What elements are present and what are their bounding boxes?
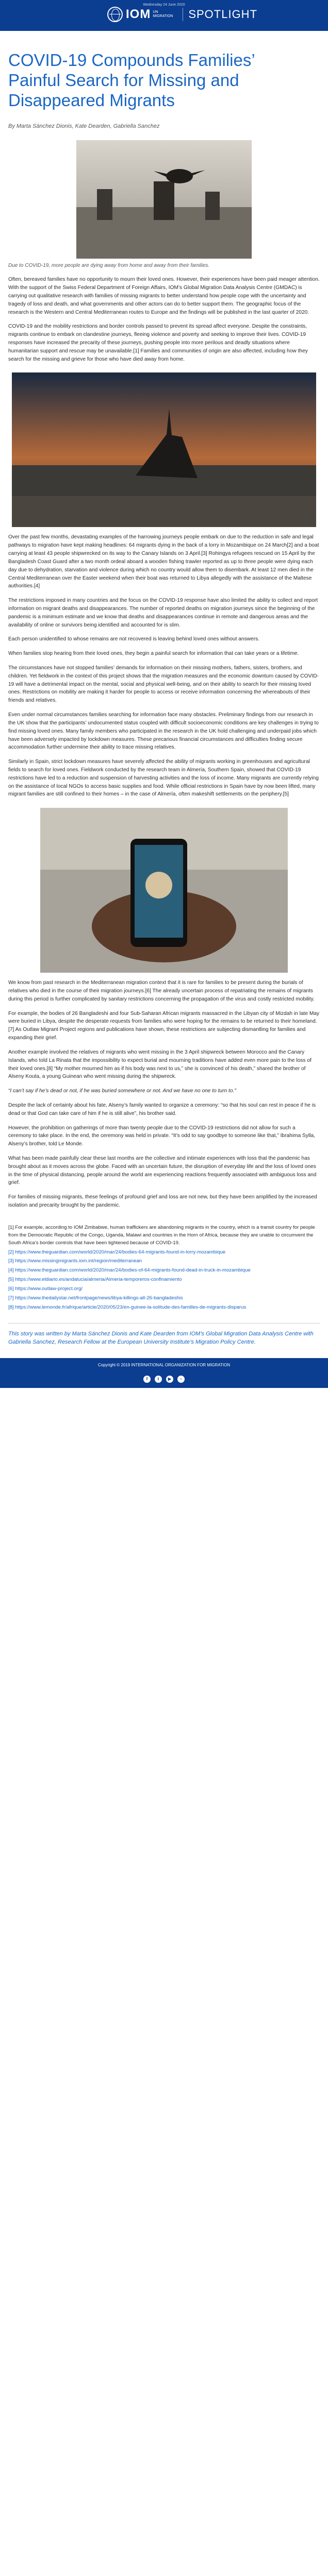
reference-6[interactable]: [6] https://www.outlaw-project.org/	[8, 1285, 83, 1292]
paragraph-5: Each person unidentified to whose remains are not recovered is leaving behind loved ones without answers.	[8, 636, 260, 642]
copyright: Copyright © 2019 INTERNATIONAL ORGANIZATION FOR MIGRATION	[97, 1362, 231, 1367]
header-bar	[0, 0, 328, 31]
paragraph-10: We know from past research in the Mediterranean migration context that it is rare for families to be present during the burials of relatives who died in the course of their migration journeys.[6] The already uncertain process of repatriating the remains of migrants during this period is further complicated by sanitary restrictions concerning the propagation of the virus and costly restricted mobility.	[8, 980, 315, 1002]
twitter-icon[interactable]: t	[155, 1376, 162, 1383]
paragraph-15: What has been made painfully clear these last months are the collective and intimate experiences with loss that the pandemic has brought about as it moves across the globe. Faced with an uncertain future, the disruption of everyday life and the loss of loved ones in the time of physical distancing, people around the world are experiencing reactions frequently associated with ambiguous loss and grief.	[8, 1156, 317, 1186]
references	[8, 1224, 320, 1312]
paragraph-12: Another example involved the relatives of migrants who went missing in the 3 April shipwreck between Morocco and the Canary Islands, who told La Rinata that the impossibility to expect burial and mourning traditions have added even more pain to the loss of their loved ones.[8] “My mother mourned him as if his body was next to us,” she is convinced of his death,” shared the brother of Alseny Kouta, a young Guinean who went missing during the shipwreck.	[8, 1049, 311, 1080]
logo-subtitle: UN MIGRATION	[153, 10, 173, 18]
article	[0, 50, 328, 1347]
paragraph-1: Often, bereaved families have no opportunity to mourn their loved ones. However, their experiences have been paid meager attention. With the support of the Swiss Federal Department of Foreign Affairs, IOM’s Global Migration Data Analysis Centre (GMDAC) is carrying out qualitative research with families of missing migrants to better understand how people cope with the uncertainty and tragedy of loss and death, and what governments and other actors can do to better support them. The geographic focus of the research is the Western and Central Mediterranean routes to Europe and the findings will be published in the last quarter of 2020.	[8, 277, 320, 315]
pull-quote: “I can’t say if he’s dead or not, if he was buried somewhere or not. And we have no one to turn to.”	[8, 1088, 236, 1094]
photo-shipwreck	[12, 372, 316, 527]
paragraph-2: COVID-19 and the mobility restrictions and border controls passed to prevent its spread affect everyone. Despite the constraints, migrants continue to embark on clandestine journeys, fleeing violence and poverty and seeking to improve their lives. COVID-19 responses have increased the precarity of these journeys, pushing people into more perilous and deadly situations where humanitarian support and rescue may be unavailable.[1] Families and communities of origin are also affected, including how they search for the missing and grieve for those who have died away from home.	[8, 324, 308, 362]
iom-spotlight-logo[interactable]	[107, 7, 257, 22]
photo-phone-hands	[40, 808, 288, 973]
paragraph-7: The circumstances have not stopped families’ demands for information on their missing mothers, fathers, sisters, brothers, and children. Yet fieldwork in the context of this project shows that the migration measures and the economic downturn caused by COVID-19 will have a detrimental impact on the mental, social and physical well-being, and on their ability to search for their missing loved ones. Restrictions on mobility are making it harder for people to access or receive information concerning the whereabouts of their friends and relatives.	[8, 665, 319, 704]
reference-3[interactable]: [3] https://www.missingmigrants.iom.int/region/mediterranean	[8, 1258, 142, 1264]
issue-date: Wednesday 24 June 2020	[143, 3, 185, 7]
logo-iom: IOM	[126, 7, 151, 21]
paragraph-6: When families stop hearing from their loved ones, they begin a painful search for information that can take years or a lifetime.	[8, 651, 299, 657]
paragraph-9: Similarly in Spain, strict lockdown measures have severely affected the ability of migrants working in greenhouses and agricultural fields to search for loved ones. Fieldwork conducted by the research team in Almería, Southern Spain, showed that COVID-19 restrictions have led to a reduction and suspension of harvesting activities and the loss of income. Many migrants are currently relying on the assistance of local NGOs to access basic supplies and food. While official restrictions in Spain have by now been lifted, many migrant families are still confined to their homes – in the case of Almería, often makeshift settlements on the periphery.[5]	[8, 759, 319, 798]
paragraph-3: Over the past few months, devastating examples of the harrowing journeys people embark on due to the reduction in safe and legal pathways to migration have kept making headlines: 64 migrants dying in the back of a lorry in Mozambique on 24 March[2] and a boat carrying at least 43 people shipwrecked on its way to the Canary Islands on 3 April.[3] Rohingya refugees rescued on 15 April by the Bangladesh Coast Guard after a two month ordeal aboard a wooden fishing trawler reported as up to three people were dying each day due to dehydration, starvation and violence during which no country would allow them to disembark. At least 12 men died in the Central Mediterranean over the Easter weekend when their boat was returned to Libya allegedly with the assistance of the Maltese authorities.[4]	[8, 534, 319, 589]
article-title: COVID-19 Compounds Families’ Painful Search for Missing and Disappeared Migrants	[8, 50, 255, 110]
facebook-icon[interactable]: f	[143, 1376, 151, 1383]
instagram-icon[interactable]: ○	[177, 1376, 185, 1383]
youtube-icon[interactable]: ▶	[166, 1376, 173, 1383]
paragraph-13: Despite the lack of certainty about his fate, Alseny’s family wanted to organize a ceremony: “so that his soul can rest in peace if he is dead or that God can take care of him if he is still alive”, his brother said.	[8, 1102, 316, 1116]
divider	[8, 1323, 320, 1324]
social-icons	[0, 1376, 328, 1383]
paragraph-4: The restrictions imposed in many countries and the focus on the COVID-19 response have also limited the ability to collect and report information on migrant deaths and disappearances. The number of reported deaths on migration journeys since the beginning of the pandemic is a minimum estimate and we know that deaths and disappearances continue in remote and dangerous areas and the availability of online or survivors being identified and accounted for is slim.	[8, 598, 318, 628]
reference-2[interactable]: [2] https://www.theguardian.com/world/2020/mar/24/bodies-64-migrants-found-in-lorry-mozambique	[8, 1249, 226, 1255]
reference-8[interactable]: [8] https://www.lemonde.fr/afrique/article/2020/05/23/en-guinee-la-solitude-des-familles-de-migrants-disparus	[8, 1304, 247, 1310]
footer	[0, 1358, 328, 1388]
paragraph-8: Even under normal circumstances families searching for information face many obstacles. Preliminary findings from our research in the UK show that the participants’ undocumented status coupled with difficult socioeconomic conditions are key challenges in trying to find missing loved ones. Many family members who participated in the research in the UK hold challenging and underpaid jobs which have been adversely impacted by lockdown measures. These precarious financial circumstances and difficulties finding secure accommodation further undermine their ability to trace missing relatives.	[8, 712, 319, 751]
un-globe-icon	[107, 7, 123, 22]
photo-caption: Due to COVID-19, more people are dying away from home and away from their families.	[8, 262, 210, 268]
paragraph-11: For example, the bodies of 26 Bangladeshi and four Sub-Saharan African migrants massacred in the Libyan city of Mizdah in late May were buried in Libya, despite the desperate requests from families who were hoping for the remains to be returned to their homeland.[7] As Outlaw Migrant Project regions and publications have shown, these restrictions are subjecting dismantling for families and expanding their grief.	[8, 1010, 320, 1041]
author-credit: This story was written by Marta Sánchez Dionis and Kate Dearden from IOM’s Global Migration Data Analysis Centre with Gabriella Sanchez, Research Fellow at the European University Institute’s Migration Policy Centre.	[8, 1330, 314, 1346]
reference-7[interactable]: [7] https://www.thedailystar.net/frontpage/news/libya-killings-all-26-bangladeshis	[8, 1295, 183, 1301]
article-authors: By Marta Sánchez Dionis, Kate Dearden, Gabriella Sanchez	[8, 123, 160, 129]
paragraph-16: For families of missing migrants, these feelings of profound grief and loss are not new, but they have been amplified by the increased isolation and precarity brought by the pandemic.	[8, 1194, 317, 1209]
photo-cemetery	[76, 140, 252, 259]
logo-spotlight: SPOTLIGHT	[188, 8, 258, 21]
reference-4[interactable]: [4] https://www.theguardian.com/world/2020/mar/24/bodies-of-64-migrants-found-dead-in-truck-in-mozambique	[8, 1267, 251, 1274]
reference-5[interactable]: [5] https://www.eldiario.es/andalucia/almeria/Almeria-temporeros-confinamiento	[8, 1277, 182, 1283]
reference-1: [1] For example, according to IOM Zimbabwe, human traffickers are abandoning migrants in the country, which is a transit country for people from the Democratic Republic of the Congo, Uganda, Malawi and countries in the Horn of Africa, because they are unable to circumvent the South Africa’s border controls that have been tightened because of COVID-19.	[8, 1224, 315, 1246]
paragraph-14: However, the prohibition on gatherings of more than twenty people due to the COVID-19 restrictions did not allow for such a ceremony to take place. In the end, the ceremony was held in private. “It’s odd to say goodbye to someone like that,” Ibrahima Sylla, Alseny’s brother, told Le Monde.	[8, 1125, 315, 1147]
